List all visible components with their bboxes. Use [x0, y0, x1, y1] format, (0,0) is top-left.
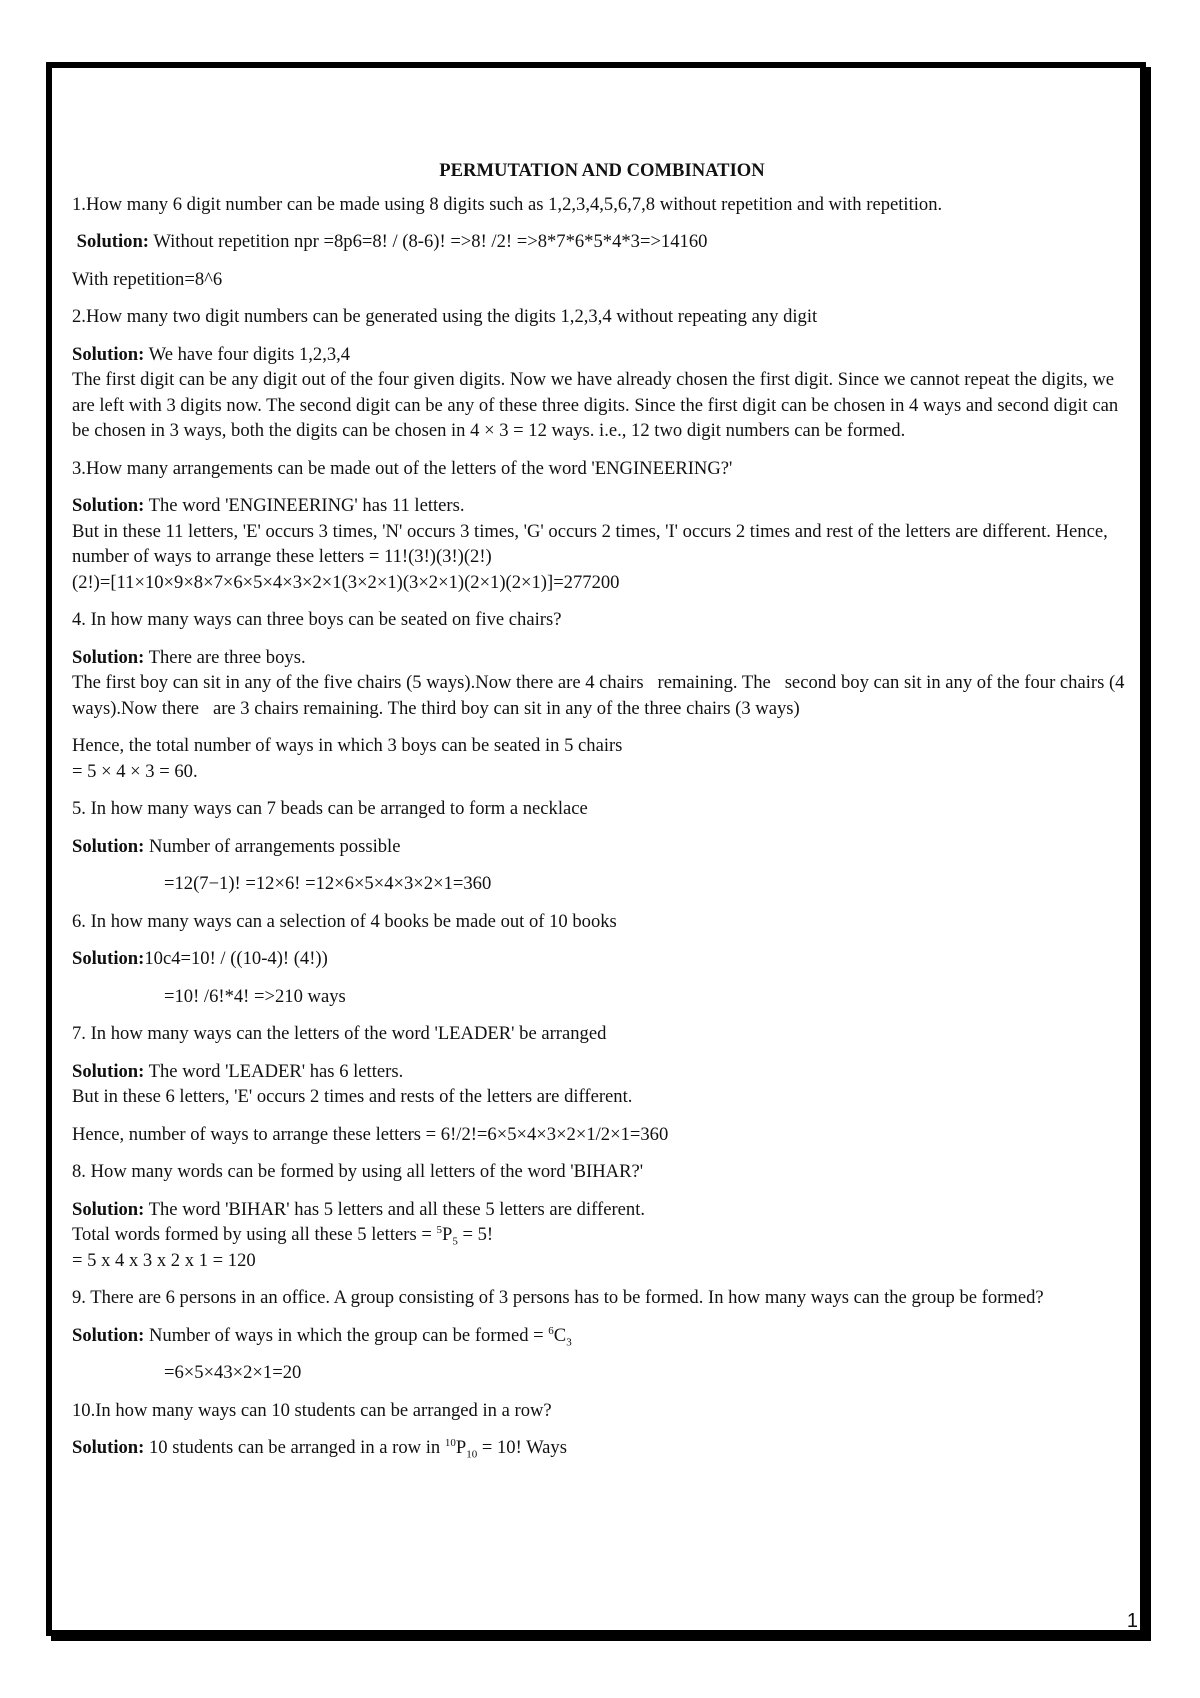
solution-3-line-1: Solution: The word 'ENGINEERING' has 11 letters. — [72, 495, 465, 516]
solution-3-line-2: But in these 11 letters, 'E' occurs 3 times, 'N' occurs 3 times, 'G' occurs 2 times, 'I' occurs 2 times and rest of the letters are different. Hence, number of ways to arrange these letters = 11!(3!)(3!)(2!) — [72, 520, 1108, 567]
solution-7-line-1: Solution: The word 'LEADER' has 6 letters. — [72, 1060, 404, 1082]
solution-7-line-2: But in these 6 letters, 'E' occurs 2 times and rests of the letters are different. — [72, 1086, 633, 1107]
question-8: 8. How many words can be formed by using all letters of the word 'BIHAR?' — [72, 1161, 644, 1182]
solution-4-line-4: = 5 × 4 × 3 = 60. — [72, 760, 198, 782]
question-3: 3.How many arrangements can be made out of the letters of the word 'ENGINEERING?' — [72, 457, 733, 479]
solution-1-line-2: With repetition=8^6 — [72, 268, 223, 290]
solution-label: Solution: — [76, 231, 149, 252]
solution-label: Solution: — [72, 646, 145, 668]
solution-2-line-2: The first digit can be any digit out of the four given digits. Now we have already chosen the first digit. Since we cannot repeat the digits, we are left with 3 digits now. The second digit can be any of these three digits. Since the first digit can be chosen in 4 ways and second digit can be chosen in 3 ways, both the digits can be chosen in 4 × 3 = 12 ways. i.e., 12 two digit numbers can be formed. — [72, 369, 1119, 441]
question-7: 7. In how many ways can the letters of the word 'LEADER' be arranged — [72, 1023, 607, 1044]
solution-label: Solution: — [72, 1324, 145, 1346]
solution-1-line-1: Solution: Without repetition npr =8p6=8! / (8-6)! =>8! /2! =>8*7*6*5*4*3=>14160 — [76, 231, 708, 252]
solution-5-line-1: Solution: Number of arrangements possible — [72, 835, 401, 857]
question-4: 4. In how many ways can three boys can be seated on five chairs? — [72, 609, 562, 630]
solution-label: Solution: — [72, 1198, 145, 1220]
question-9: 9. There are 6 persons in an office. A group consisting of 3 persons has to be formed. In how many ways can the group be formed? — [72, 1287, 1044, 1308]
solution-label: Solution: — [72, 343, 145, 365]
solution-4-line-3: Hence, the total number of ways in which 3 boys can be seated in 5 chairs — [72, 735, 623, 756]
solution-8-line-2: Total words formed by using all these 5 letters = $^5P_5 = 5$! — [72, 1223, 494, 1248]
solution-10-line-1: Solution: 10 students can be arranged in a row in $^{10}P_{10} = 10$! Ways — [72, 1436, 567, 1461]
question-6: 6. In how many ways can a selection of 4 books be made out of 10 books — [72, 910, 617, 932]
solution-label: Solution: — [72, 495, 145, 516]
solution-8-line-3: = 5 x 4 x 3 x 2 x 1 = 120 — [72, 1249, 256, 1271]
question-10: 10.In how many ways can 10 students can be arranged in a row? — [72, 1399, 552, 1421]
page-number: 1 — [1126, 1610, 1138, 1632]
question-2: 2.How many two digit numbers can be generated using the digits 1,2,3,4 without repeating any digit — [72, 306, 818, 327]
solution-9-line-1: Solution: Number of ways in which the group can be formed = $^6C_3$ — [72, 1324, 572, 1349]
page-title: PERMUTATION AND COMBINATION — [439, 160, 765, 181]
solution-label: Solution: — [72, 835, 145, 857]
solution-4-line-2: The first boy can sit in any of the five chairs (5 ways).Now there are 4 chairs remaining. The second boy can sit in any of the four chairs (4 ways).Now there are 3 chairs remaining. The third boy can sit in any of the three chairs (3 ways) — [72, 672, 1130, 719]
solution-3-line-3: (2!)=[11×10×9×8×7×6×5×4×3×2×1(3×2×1)(3×2×1)(2×1)(2×1)]=277200 — [72, 571, 620, 593]
document-body — [72, 158, 1132, 1461]
solution-7-line-3: Hence, number of ways to arrange these letters = 6!/2!=6×5×4×3×2×1/2×1=360 — [72, 1123, 669, 1145]
solution-8-line-1: Solution: The word 'BIHAR' has 5 letters and all these 5 letters are different. — [72, 1198, 646, 1220]
solution-6-line-1: Solution:10c4=10! / ((10-4)! (4!)) — [72, 948, 328, 969]
solution-label: Solution: — [72, 948, 145, 969]
question-5: 5. In how many ways can 7 beads can be arranged to form a necklace — [72, 798, 588, 819]
solution-label: Solution: — [72, 1437, 145, 1458]
question-1: 1.How many 6 digit number can be made using 8 digits such as 1,2,3,4,5,6,7,8 without repetition and with repetition. — [72, 193, 943, 215]
solution-2-line-1: Solution: We have four digits 1,2,3,4 — [72, 343, 351, 365]
solution-6-line-2: =10! /6!*4! =>210 ways — [164, 985, 346, 1007]
solution-9-line-2: =6×5×43×2×1=20 — [164, 1362, 302, 1383]
solution-label: Solution: — [72, 1060, 145, 1082]
solution-4-line-1: Solution: There are three boys. — [72, 646, 306, 668]
solution-5-line-2: =12(7−1)! =12×6! =12×6×5×4×3×2×1=360 — [164, 873, 492, 894]
